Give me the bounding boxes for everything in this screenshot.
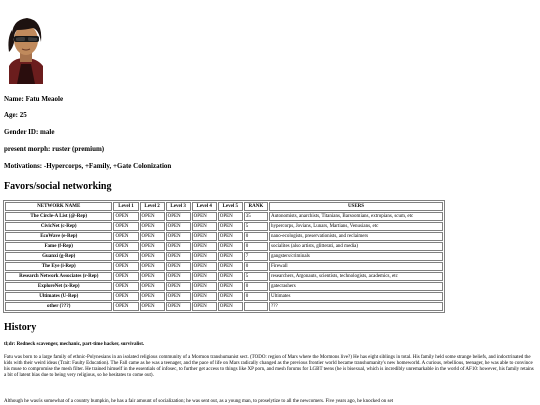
level-cell: OPEN (113, 302, 138, 311)
level-cell: OPEN (192, 212, 217, 221)
level-cell: OPEN (140, 282, 165, 291)
network-name-cell: ExploreNet (x-Rep) (5, 282, 112, 291)
level-cell: OPEN (192, 232, 217, 241)
table-row (5, 252, 443, 261)
gender-label: Gender ID: (4, 128, 39, 136)
column-header: Level 5 (218, 202, 243, 211)
users-cell: hypercorps, Jovians, Lunars, Martians, Venusians, etc (269, 222, 443, 231)
level-cell: OPEN (166, 292, 191, 301)
column-header: RANK (244, 202, 268, 211)
users-cell: gatecrashers (269, 282, 443, 291)
users-cell: gangsters/criminals (269, 252, 443, 261)
rank-cell: 5 (244, 222, 268, 231)
age-label: Age: (4, 111, 18, 119)
level-cell: OPEN (218, 282, 243, 291)
column-header: NETWORK NAME (5, 202, 112, 211)
users-cell: Ultimates (269, 292, 443, 301)
column-header: Level 3 (166, 202, 191, 211)
gender-field (4, 128, 54, 137)
level-cell: OPEN (140, 262, 165, 271)
name-field (4, 95, 63, 104)
level-cell: OPEN (166, 232, 191, 241)
network-name-cell: Research Network Associates (r-Rep) (5, 272, 112, 281)
table-row (5, 242, 443, 251)
rank-cell: 35 (244, 212, 268, 221)
level-cell: OPEN (218, 212, 243, 221)
level-cell: OPEN (113, 292, 138, 301)
level-cell: OPEN (192, 262, 217, 271)
history-tldr: tl;dr: Redneck scavenger, mechanic, part-time hacker, survivalist. (4, 342, 145, 347)
level-cell: OPEN (113, 262, 138, 271)
level-cell: OPEN (140, 272, 165, 281)
morph-value: ruster (premium) (52, 145, 105, 153)
favors-table (3, 200, 445, 313)
gender-value: male (40, 128, 55, 136)
level-cell: OPEN (166, 242, 191, 251)
level-cell: OPEN (192, 252, 217, 261)
table-row (5, 222, 443, 231)
level-cell: OPEN (166, 212, 191, 221)
users-cell: researchers, Argonauts, scientists, technologists, academics, etc (269, 272, 443, 281)
favors-heading: Favors/social networking (4, 181, 112, 192)
network-name-cell: Ultimates (U-Rep) (5, 292, 112, 301)
rank-cell (244, 302, 268, 311)
network-name-cell: Fame (f-Rep) (5, 242, 112, 251)
network-name-cell: The Eye (i-Rep) (5, 262, 112, 271)
level-cell: OPEN (192, 302, 217, 311)
network-name-cell: Guanxi (g-Rep) (5, 252, 112, 261)
column-header: Level 1 (113, 202, 138, 211)
level-cell: OPEN (113, 282, 138, 291)
table-row (5, 282, 443, 291)
rank-cell: 0 (244, 282, 268, 291)
level-cell: OPEN (140, 212, 165, 221)
level-cell: OPEN (113, 252, 138, 261)
age-field (4, 111, 27, 120)
level-cell: OPEN (192, 242, 217, 251)
users-cell: nano-ecologists, preservationists, and reclaimers (269, 232, 443, 241)
history-paragraph-1: Fatu was born to a large family of ethnic-Polynesians in an isolated religious community of a Mormon transhumanist sect. (TODO: region of Mars where the Mormons live?) He has eight siblings in total. His family held some strange beliefs, and indoctrinated the kids with their weird ideas (Trait: Faulty Education). The Fall came as he was a teenager, and the pace of life on Mars radically changed as the previous frontier world became transhumanity's new homeworld. A curious, rebellious, teenager, he was able to convince his muse to compromise the mesh filter. He trained himself in the essentials of infosec, to further get access to things like XP porn, and mesh forums for LGBT teens (he is bisexual, which is incredibly unremarkable in the world of AF10: however, his family retains a bit of latent bias due to being very religious, so he hesitates to come out). (4, 355, 534, 378)
table-row (5, 232, 443, 241)
column-header: USERS (269, 202, 443, 211)
table-row (5, 292, 443, 301)
level-cell: OPEN (113, 212, 138, 221)
level-cell: OPEN (140, 302, 165, 311)
morph-label: present morph: (4, 145, 51, 153)
level-cell: OPEN (218, 272, 243, 281)
level-cell: OPEN (113, 222, 138, 231)
level-cell: OPEN (166, 272, 191, 281)
favors-header-row (5, 202, 443, 211)
level-cell: OPEN (166, 302, 191, 311)
table-row (5, 212, 443, 221)
table-row (5, 272, 443, 281)
favors-table-body (5, 212, 443, 311)
users-cell: socialites (also artists, glitterati, and media) (269, 242, 443, 251)
level-cell: OPEN (166, 222, 191, 231)
level-cell: OPEN (140, 292, 165, 301)
rank-cell: 0 (244, 232, 268, 241)
level-cell: OPEN (218, 222, 243, 231)
column-header: Level 4 (192, 202, 217, 211)
network-name-cell: CivicNet (c-Rep) (5, 222, 112, 231)
level-cell: OPEN (140, 242, 165, 251)
level-cell: OPEN (140, 232, 165, 241)
level-cell: OPEN (166, 252, 191, 261)
motivations-label: Motivations: (4, 162, 43, 170)
rank-cell: 0 (244, 292, 268, 301)
column-header: Level 2 (140, 202, 165, 211)
level-cell: OPEN (218, 232, 243, 241)
name-label: Name: (4, 95, 24, 103)
rank-cell: 0 (244, 262, 268, 271)
level-cell: OPEN (218, 242, 243, 251)
age-value: 25 (19, 111, 27, 119)
rank-cell: 5 (244, 272, 268, 281)
level-cell: OPEN (166, 262, 191, 271)
level-cell: OPEN (218, 292, 243, 301)
users-cell: Autonomists, anarchists, Titanians, Barsoomians, extropians, scum, etc (269, 212, 443, 221)
level-cell: OPEN (166, 282, 191, 291)
level-cell: OPEN (140, 222, 165, 231)
level-cell: OPEN (113, 242, 138, 251)
morph-field (4, 145, 104, 154)
rank-cell: 7 (244, 252, 268, 261)
level-cell: OPEN (192, 272, 217, 281)
history-heading: History (4, 322, 37, 333)
level-cell: OPEN (192, 292, 217, 301)
table-row (5, 262, 443, 271)
level-cell: OPEN (218, 252, 243, 261)
network-name-cell: The Circle-A List (@-Rep) (5, 212, 112, 221)
users-cell: ??? (269, 302, 443, 311)
network-name-cell: EcoWave (e-Rep) (5, 232, 112, 241)
character-portrait (3, 8, 49, 84)
level-cell: OPEN (218, 262, 243, 271)
name-value: Fatu Meaole (25, 95, 64, 103)
motivations-field (4, 162, 171, 171)
level-cell: OPEN (192, 222, 217, 231)
history-paragraph-2: Although he was/is somewhat of a country bumpkin, he has a fair amount of socialization; he was sent out, as a young man, to proselytize to all the newcomers. Five years ago, he knocked on set (4, 399, 394, 404)
level-cell: OPEN (140, 252, 165, 261)
users-cell: Firewall (269, 262, 443, 271)
table-row (5, 302, 443, 311)
level-cell: OPEN (113, 272, 138, 281)
network-name-cell: other (???) (5, 302, 112, 311)
level-cell: OPEN (218, 302, 243, 311)
motivations-value: -Hypercorps, +Family, +Gate Colonization (43, 162, 172, 170)
level-cell: OPEN (192, 282, 217, 291)
rank-cell: 0 (244, 242, 268, 251)
level-cell: OPEN (113, 232, 138, 241)
